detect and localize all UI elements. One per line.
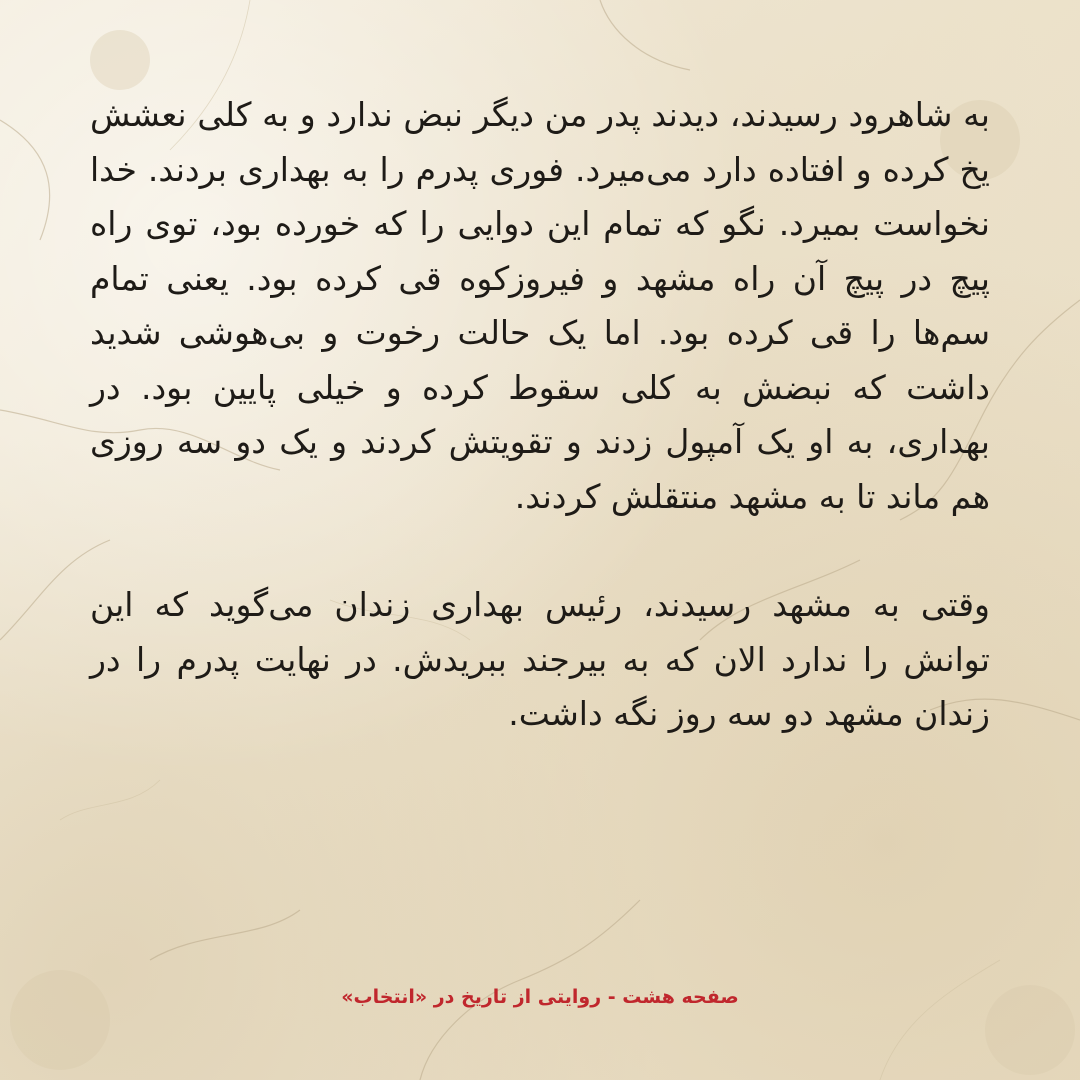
paragraph-2: وقتی به مشهد رسیدند، رئیس بهداری زندان می‌گوید که این توانش را ندارد الان که به بیرجند ببریدش. در نهایت پدرم را در زندان مشهد دو سه روز نگه داشت. [90, 585, 990, 733]
paragraph-1: به شاهرود رسیدند، دیدند پدر من دیگر نبض ندارد و به کلی نعشش یخ کرده و افتاده دارد می‌میرد. فوری پدرم را به بهداری بردند. خدا نخواست بمیرد. نگو که تمام این دوایی را که خورده بود، توی راه پیچ در پیچ آن راه مشهد و فیروزکوه قی کرده بود. یعنی تمام سم‌ها را قی کرده بود. اما یک حالت رخوت و بی‌هوشی شدید داشت که نبضش به کلی سقوط کرده و خیلی پایین بود. در بهداری، به او یک آمپول زدند و تقویتش کردند و یک دو سه روزی هم ماند تا به مشهد منتقلش کردند. [90, 95, 990, 516]
article-body [90, 88, 990, 742]
footer-caption: صفحه هشت - روایتی از تاریخ در «انتخاب» [341, 986, 739, 1008]
